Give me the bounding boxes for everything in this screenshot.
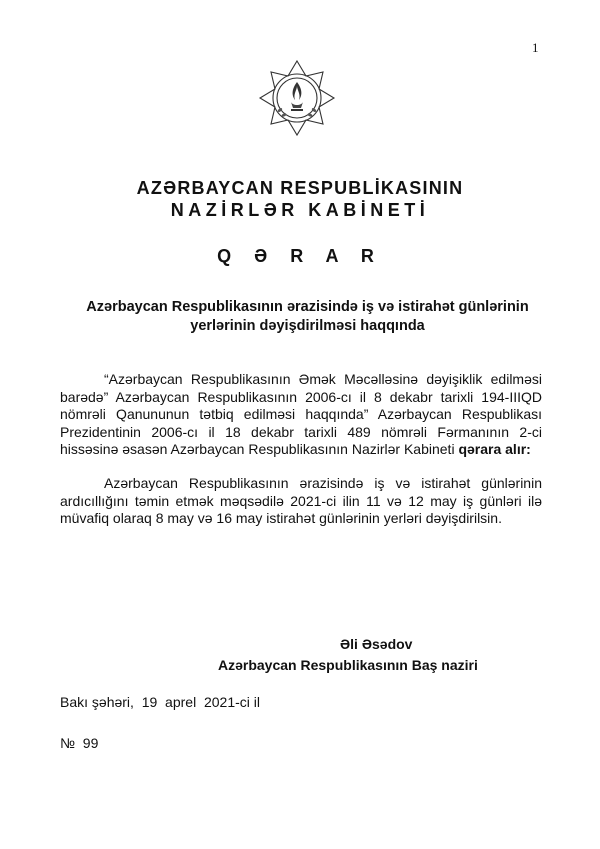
azerbaijan-state-emblem-icon [257, 58, 337, 138]
decree-label: Q Ə R A R [217, 246, 383, 266]
preamble-resolution-phrase: qərara alır: [458, 441, 531, 457]
issuer-title-line-2: NAZİRLƏR KABİNETİ [170, 200, 430, 220]
subject-line-2: yerlərinin dəyişdirilməsi haqqında [190, 318, 425, 334]
issuer-title-line-1: AZƏRBAYCAN RESPUBLİKASININ [136, 178, 464, 198]
decree-subject [45, 298, 570, 336]
place-and-date: Bakı şəhəri, 19 aprel 2021-ci il [60, 694, 260, 710]
subject-line-1: Azərbaycan Respublikasının ərazisində iş və istirahət günlərinin [86, 299, 529, 315]
document-number: № 99 [60, 735, 99, 751]
preamble-text: “Azərbaycan Respublikasının Əmək Məcəlləsinə dəyişiklik edilməsi barədə” Azərbaycan Respublikasının 2006-cı il 8 dekabr tarixli 194-IIIQD nömrəli Qanununun tətbiq edilməsi haqqında” Azərbaycan Respublikası Prezidentinin 2006-cı il 18 dekabr tarixli 489 nömrəli Fərmanının 2-ci hissəsinə əsasən Azərbaycan Respublikasının Nazirlər Kabineti [60, 371, 542, 457]
signer-title: Azərbaycan Respublikasının Baş naziri [218, 657, 478, 673]
preamble-paragraph [60, 371, 542, 459]
page-number: 1 [532, 40, 539, 55]
signer-name: Əli Əsədov [340, 636, 413, 652]
decree-body-paragraph: Azərbaycan Respublikasının ərazisində iş və istirahət günlərinin ardıcıllığını təmin etmək məqsədilə 2021-ci ilin 11 və 12 may iş günləri ilə müvafiq olaraq 8 may və 16 may istirahət günlərinin yerləri dəyişdirilsin. [60, 475, 542, 526]
